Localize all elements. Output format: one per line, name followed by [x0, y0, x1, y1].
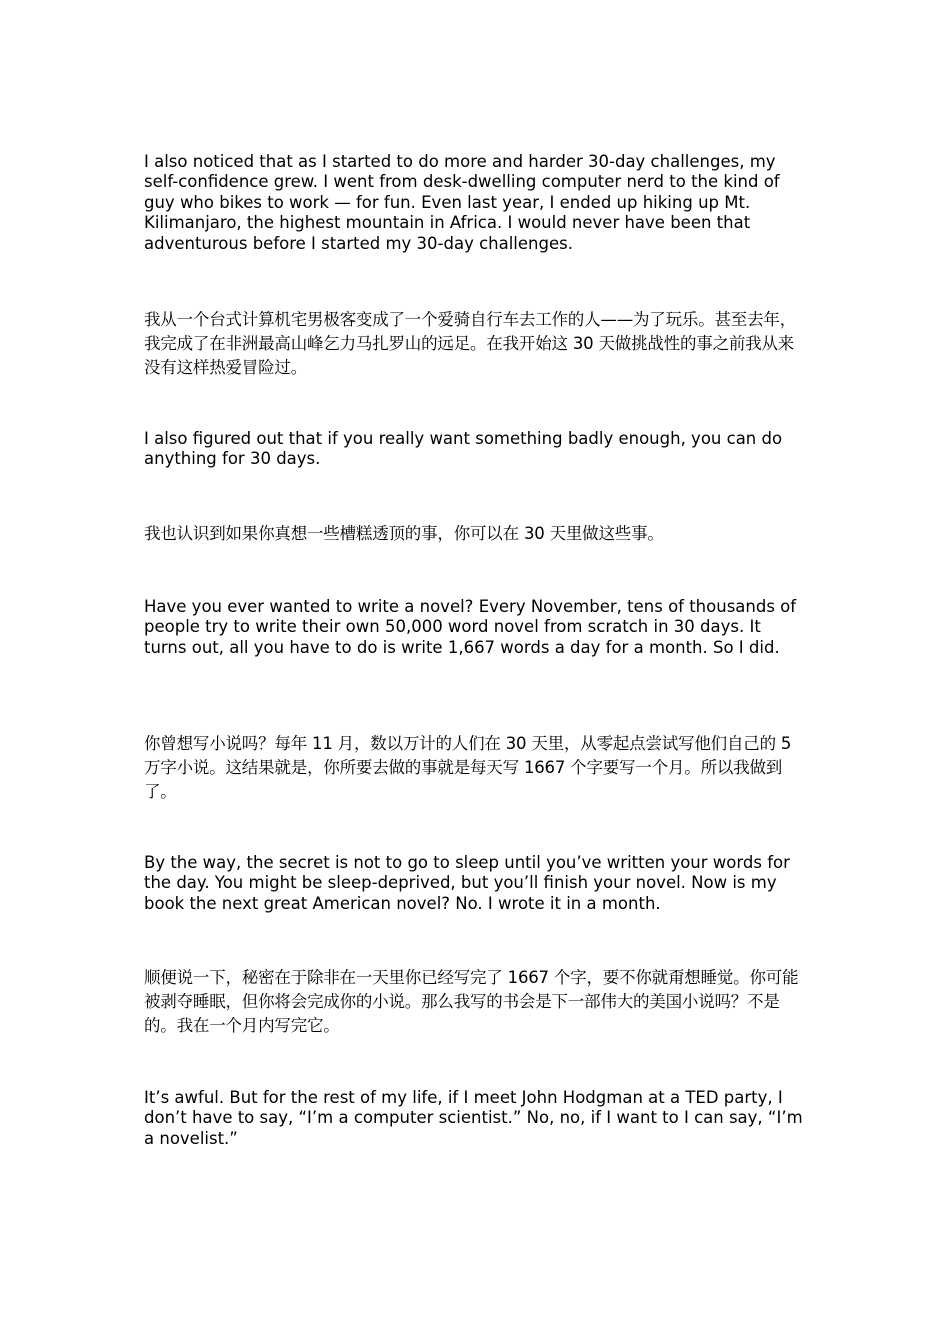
- paragraph-chinese: 顺便说一下，秘密在于除非在一天里你已经写完了 1667 个字，要不你就甭想睡觉。你可能被剥夺睡眠，但你将会完成你的小说。那么我写的书会是下一部伟大的美国小说吗？不是的。我在一个月内写完它。: [144, 968, 799, 1035]
- paragraph-english: It’s awful. But for the rest of my life, if I meet John Hodgman at a TED party, I don’t have to say, “I’m a computer scientist.” No, no, if I want to I can say, “I’m a novelist.”: [144, 1088, 803, 1148]
- paragraph-english: I also noticed that as I started to do more and harder 30-day challenges, my self-confidence grew. I went from desk-dwelling computer nerd to the kind of guy who bikes to work — for fun. Even last year, I ended up hiking up Mt. Kilimanjaro, the highest mountain in Africa. I would never have been that adventurous before I started my 30-day challenges.: [144, 152, 780, 253]
- paragraph-english: Have you ever wanted to write a novel? Every November, tens of thousands of people try to write their own 50,000 word novel from scratch in 30 days. It turns out, all you have to do is write 1,667 words a day for a month. So I did.: [144, 597, 797, 657]
- paragraph-chinese: 我从一个台式计算机宅男极客变成了一个爱骑自行车去工作的人——为了玩乐。甚至去年，我完成了在非洲最高山峰乞力马扎罗山的远足。在我开始这 30 天做挑战性的事之前我从来没有这样热爱冒险过。: [144, 310, 797, 377]
- paragraph-english: I also figured out that if you really want something badly enough, you can do anything for 30 days.: [144, 429, 783, 469]
- paragraph-chinese: 我也认识到如果你真想一些槽糕透顶的事，你可以在 30 天里做这些事。: [144, 524, 664, 543]
- paragraph-chinese: 你曾想写小说吗？每年 11 月，数以万计的人们在 30 天里，从零起点尝试写他们自己的 5 万字小说。这结果就是，你所要去做的事就是每天写 1667 个字要写一个月。所以我做到了。: [144, 734, 792, 801]
- paragraph-english: By the way, the secret is not to go to sleep until you’ve written your words for the day. You might be sleep-deprived, but you’ll finish your novel. Now is my book the next great American novel? No. I wrote it in a month.: [144, 853, 790, 913]
